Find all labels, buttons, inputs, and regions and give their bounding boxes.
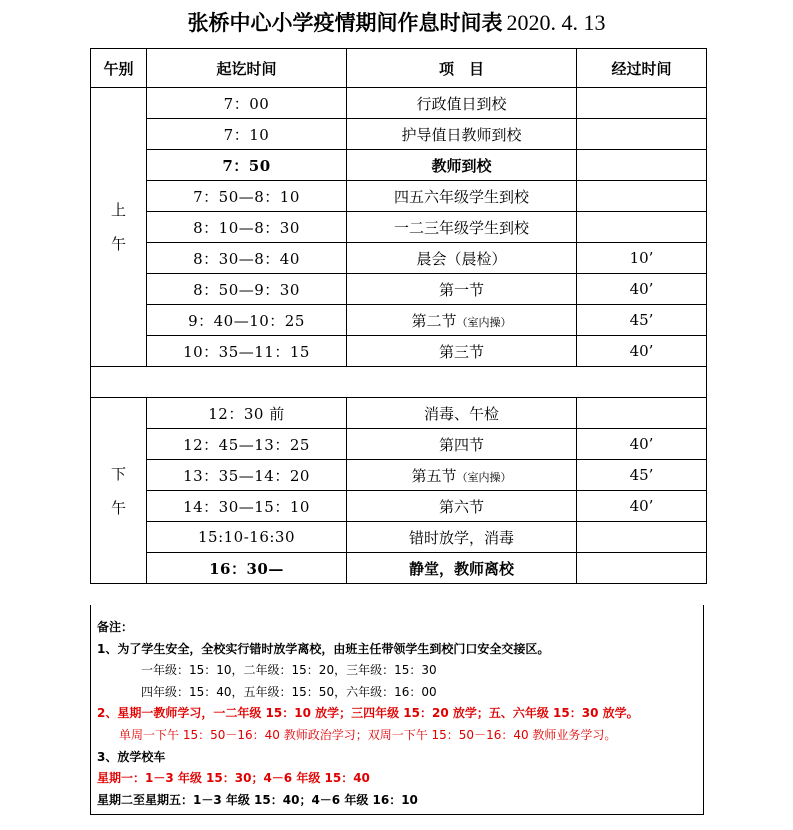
table-row	[91, 460, 707, 491]
row-item: 第二节（室内操）	[347, 305, 577, 336]
row-time: 10：35—11：15	[147, 336, 347, 367]
row-time: 13：35—14：20	[147, 460, 347, 491]
table-row	[91, 181, 707, 212]
note-1: 1、为了学生安全，全校实行错时放学离校，由班主任带领学生到校门口安全交接区。	[97, 641, 550, 656]
row-duration: 40’	[577, 491, 707, 522]
row-time: 8：50—9：30	[147, 274, 347, 305]
page-title	[0, 8, 793, 39]
row-time: 15:10-16:30	[147, 522, 347, 553]
header-row	[91, 49, 707, 88]
row-duration	[577, 212, 707, 243]
row-item: 第一节	[347, 274, 577, 305]
header-time: 起讫时间	[147, 49, 347, 88]
row-item: 静堂，教师离校	[347, 553, 577, 584]
header-duration: 经过时间	[577, 49, 707, 88]
table-row	[91, 88, 707, 119]
row-duration: 40’	[577, 429, 707, 460]
row-time: 7：50	[147, 150, 347, 181]
table-row	[91, 305, 707, 336]
note-3-sub-a: 星期一：1－3 年级 15：30；4－6 年级 15：40	[97, 771, 370, 786]
table-row	[91, 522, 707, 553]
row-item: 错时放学，消毒	[347, 522, 577, 553]
table-row	[91, 336, 707, 367]
row-duration: 45’	[577, 460, 707, 491]
row-duration	[577, 398, 707, 429]
morning-label: 上 午	[91, 88, 147, 367]
row-duration: 40’	[577, 336, 707, 367]
row-time: 16：30—	[147, 553, 347, 584]
row-duration: 40’	[577, 274, 707, 305]
note-2-sub: 单周一下午 15：50－16：40 教师政治学习；双周一下午 15：50－16：40 教师业务学习。	[119, 727, 617, 742]
item-note: （室内操）	[456, 315, 512, 329]
row-item: 一二三年级学生到校	[347, 212, 577, 243]
row-item: 消毒、午检	[347, 398, 577, 429]
row-time: 12：30 前	[147, 398, 347, 429]
table-row	[91, 491, 707, 522]
row-item: 第五节（室内操）	[347, 460, 577, 491]
note-1-sub-b: 四年级：15：40，五年级：15：50，六年级：16：00	[141, 684, 437, 699]
row-item: 晨会（晨检）	[347, 243, 577, 274]
row-time: 7：00	[147, 88, 347, 119]
row-duration	[577, 150, 707, 181]
row-time: 7：50—8：10	[147, 181, 347, 212]
notes-heading: 备注：	[97, 620, 134, 634]
note-3: 3、放学校车	[97, 749, 166, 764]
row-item: 第六节	[347, 491, 577, 522]
note-1-sub-a: 一年级：15：10，二年级：15：20，三年级：15：30	[141, 663, 437, 678]
table-row	[91, 150, 707, 181]
header-item: 项 目	[347, 49, 577, 88]
note-2: 2、星期一教师学习，一二年级 15：10 放学；三四年级 15：20 放学；五、六年级 15：30 放学。	[97, 706, 639, 721]
row-duration	[577, 119, 707, 150]
row-duration	[577, 181, 707, 212]
table-row	[91, 553, 707, 584]
table-row	[91, 398, 707, 429]
row-duration	[577, 522, 707, 553]
notes-box	[90, 605, 704, 815]
row-item: 第四节	[347, 429, 577, 460]
title-date: 2020. 4. 13	[506, 10, 606, 35]
row-time: 14：30—15：10	[147, 491, 347, 522]
header-period: 午别	[91, 49, 147, 88]
note-3-sub-b: 星期二至星期五：1－3 年级 15：40；4－6 年级 16：10	[97, 792, 418, 807]
row-item: 第三节	[347, 336, 577, 367]
title-main: 张桥中心小学疫情期间作息时间表	[187, 11, 503, 35]
row-item: 行政值日到校	[347, 88, 577, 119]
afternoon-label: 下 午	[91, 398, 147, 584]
row-duration	[577, 553, 707, 584]
schedule-table	[90, 48, 707, 584]
row-duration	[577, 88, 707, 119]
table-row	[91, 119, 707, 150]
row-time: 8：10—8：30	[147, 212, 347, 243]
row-time: 12：45—13：25	[147, 429, 347, 460]
row-item: 四五六年级学生到校	[347, 181, 577, 212]
row-item: 护导值日教师到校	[347, 119, 577, 150]
table-row	[91, 274, 707, 305]
row-item: 教师到校	[347, 150, 577, 181]
table-row	[91, 212, 707, 243]
table-row	[91, 429, 707, 460]
table-row	[91, 243, 707, 274]
item-note: （室内操）	[456, 470, 512, 484]
row-time: 8：30—8：40	[147, 243, 347, 274]
row-duration: 45’	[577, 305, 707, 336]
section-gap	[91, 367, 707, 398]
row-duration: 10’	[577, 243, 707, 274]
row-time: 7：10	[147, 119, 347, 150]
row-time: 9：40—10：25	[147, 305, 347, 336]
